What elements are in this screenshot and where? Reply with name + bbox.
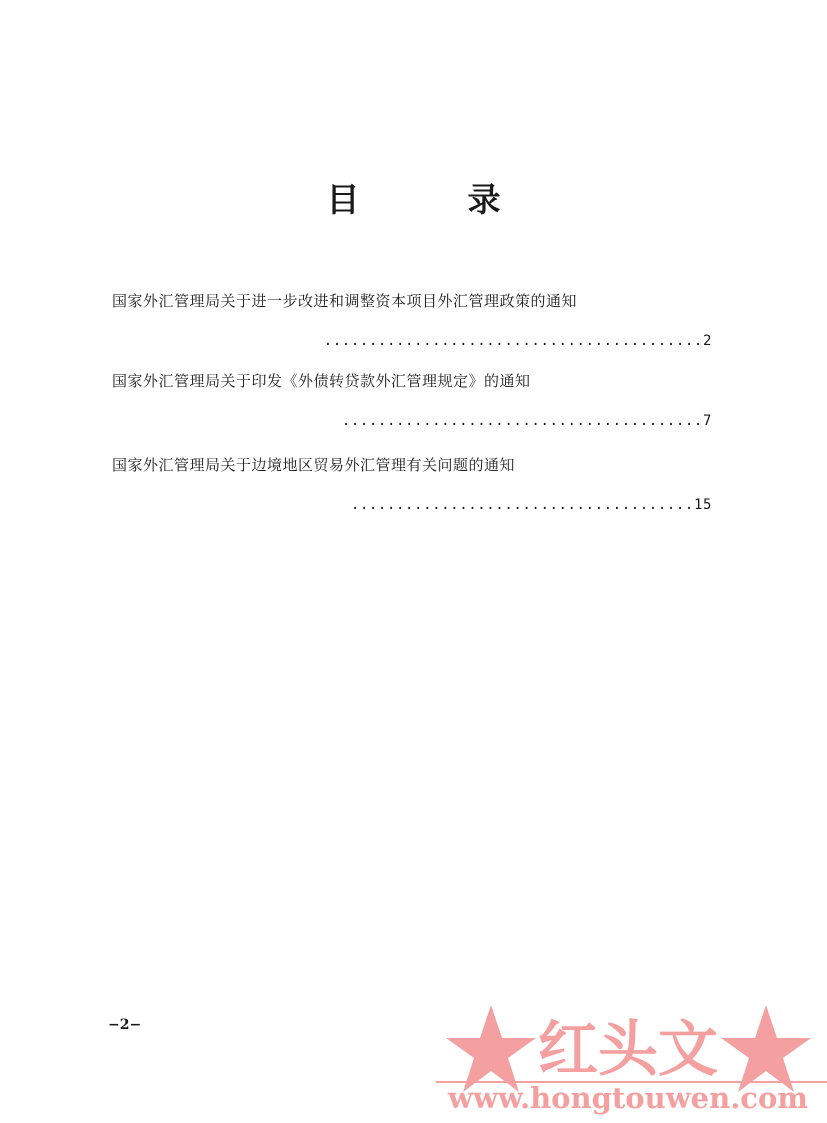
star-icon [721,1005,811,1092]
toc-entry-page: 2 [702,333,712,349]
toc-entry-title: 国家外汇管理局关于边境地区贸易外汇管理有关问题的通知 [112,456,516,474]
toc-entry-page: 15 [693,497,712,513]
toc-entry[interactable] [112,291,712,349]
toc-title-char-1: 目 [326,180,360,219]
toc-entry-leader [324,331,712,351]
page-number: −2− [108,1017,142,1033]
toc-entry-leader [342,411,712,431]
star-icon [446,1005,536,1092]
toc-entry-title: 国家外汇管理局关于印发《外债转贷款外汇管理规定》的通知 [112,372,531,390]
watermark-url: www.hongtouwen.com [448,1081,808,1115]
toc-entry[interactable] [112,371,712,429]
leader-dots: ...................................... [350,497,694,513]
toc-title-char-2: 录 [467,180,501,219]
toc-entry[interactable] [112,455,712,513]
toc-entry-title: 国家外汇管理局关于进一步改进和调整资本项目外汇管理政策的通知 [112,292,578,310]
toc-entry-page: 7 [702,413,712,429]
toc-title [0,174,827,221]
toc-entry-leader [351,495,712,515]
watermark-logo [436,1000,827,1123]
leader-dots: ........................................ [341,413,703,429]
leader-dots: .......................................... [323,333,703,349]
watermark-text: 红头文 [538,1015,718,1085]
